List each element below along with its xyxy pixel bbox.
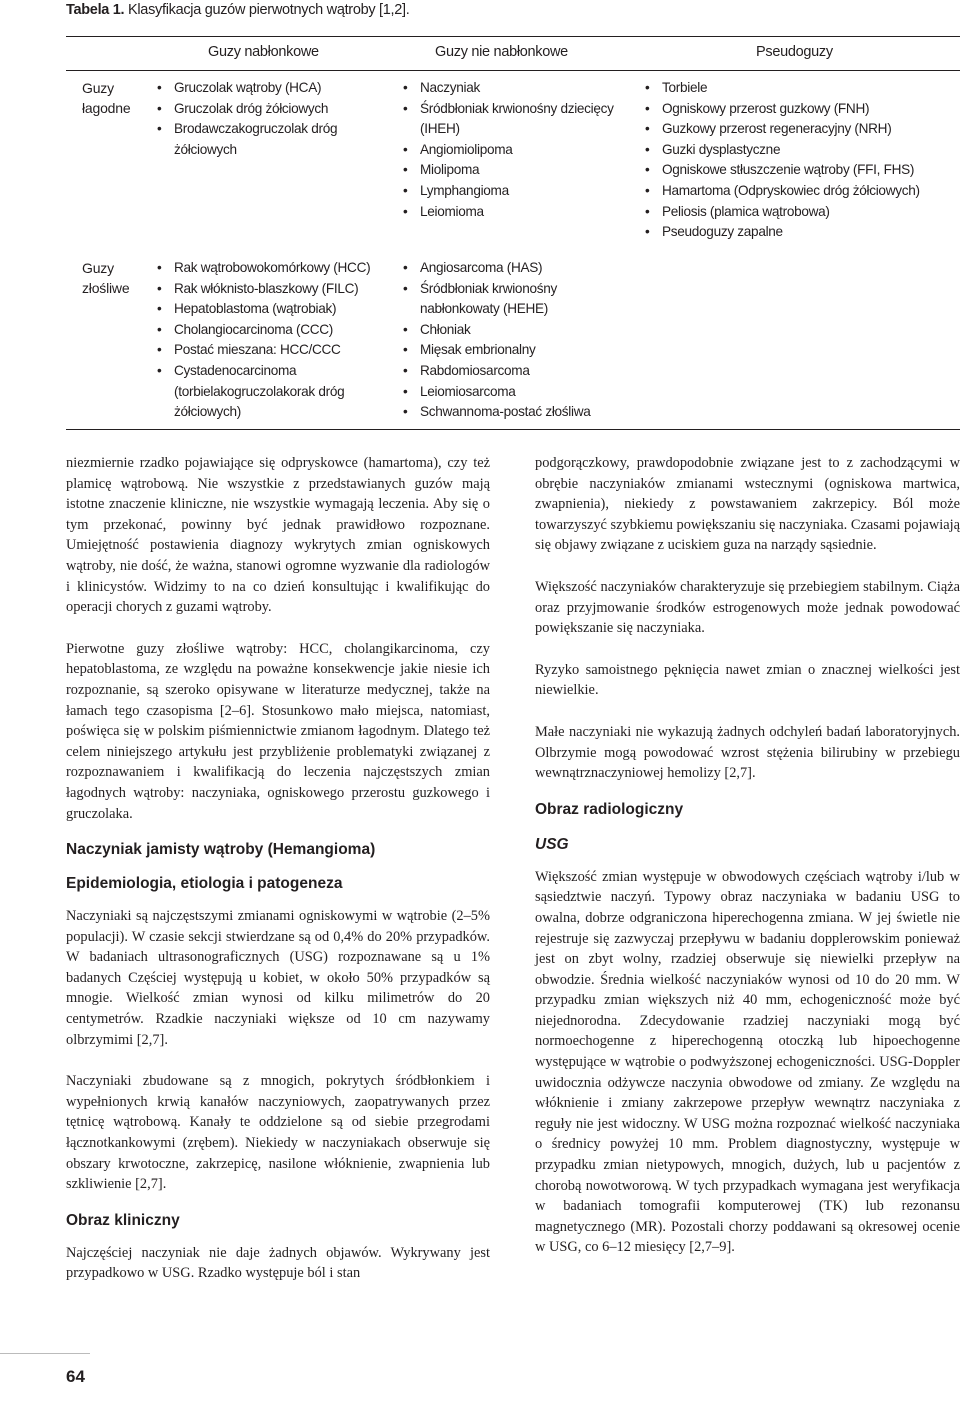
paragraph: Pierwotne guzy złośliwe wątroby: HCC, cholangikarcinoma, czy hepatoblastoma, ze względu na poważne konsekwencje jakie niesie ich rozpoznanie, są szeroko opisywane w literaturze medycznej, także na łamach tego czasopisma [2–6]. Stosunkowo mało miejsca, natomiast, poświęca się w polskim piśmiennictwie zmianom łagodnym. Dlatego też celem niniejszego artykułu jest przybliżenie problematyki związanej z rozpoznawaniem i kwalifikacją do leczenia najczęstszych zmian łagodnych wątroby: naczyniaka, ogniskowego przerostu guzkowego i gruczolaka. [66,640,490,822]
list-item: • Rabdomiosarcoma [403,362,530,378]
list-item: • Cholangiocarcinoma (CCC) [157,321,334,337]
cell-benign-epithelial [157,78,337,160]
list-item: • Postać mieszana: HCC/CCC [157,342,341,358]
classification-table [66,36,960,430]
list-item: • Guzki dysplastyczne [645,141,781,157]
list-item: • Naczyniak [403,80,481,95]
list-item: • Miolipoma [403,162,480,178]
list-item: • Chłoniak [403,321,471,337]
list-item: • Guzkowy przerost regeneracyjny (NRH) [645,121,892,137]
left-column [66,453,490,1284]
list-item-continuation: żółciowych [174,141,237,157]
row-label-benign: Guzy łagodne [82,80,131,116]
cell-malignant-non-epithelial [403,258,591,423]
list-item: • Śródbłoniak krwionośny [403,280,557,296]
caption-number: Tabela 1. [66,2,125,18]
list-item: • Ogniskowe stłuszczenie wątroby (FFI, FHS) [645,162,915,178]
list-item: • Cystadenocarcinoma [157,362,297,378]
list-item: • Hamartoma (Odpryskowiec dróg żółciowych) [645,182,920,198]
list-item: • Peliosis (plamica wątrobowa) [645,203,830,219]
subsection-title: USG [535,835,569,853]
subsection-title: Obraz kliniczny [66,1211,180,1229]
header-non-epithelial: Guzy nie nabłonkowe [435,44,568,60]
cell-malignant-epithelial [157,258,370,423]
list-item: • Torbiele [645,80,708,95]
paragraph: Naczyniaki zbudowane są z mnogich, pokrytych śródbłonkiem i wypełnionych krwią kanałów naczyniowych, zaopatrywanych przez tętnicę wątrobową. Kanały te oddzielone są od siebie przegrodami łącznotkankowymi (zrębem). Niekiedy w naczyniakach obserwuje się obszary krwotoczne, zakrzepicę, nasilone włóknienie, zwapnienia lub szkliwienie [2,7]. [66,1073,490,1193]
table-header-rule [66,70,960,71]
paragraph: Naczyniaki są najczęstszymi zmianami ogniskowymi w wątrobie (2–5% populacji). W czasie sekcji stwierdzane są od 0,4% do 20% przypadków. W badaniach ultrasonograficznych (USG) rozpoznawane są u 1% badanych Częściej występują u kobiet, w około 50% przypadków są mnogie. Wielkość zmian wynosi od kilku milimetrów do 20 centymetrów. Rzadkie naczyniaki większe od 10 cm nazywamy olbrzymimi [2,7]. [66,908,490,1048]
list-item: • Hepatoblastoma (wątrobiak) [157,301,337,317]
header-epithelial: Guzy nabłonkowe [208,44,319,60]
paragraph: podgorączkowy, prawdopodobnie związane jest to z zachodzącymi w obrębie naczyniaków zmianami wstecznymi (ogniskowa martwica, zwapnienia), niekiedy z powstawaniem zakrzepicy. Ból może towarzyszyć szybkiemu powiększaniu się naczyniaka. Czasami pojawiają się objawy związane z uciskiem guza na narządy sąsiednie. [535,455,960,554]
cell-benign-non-epithelial [403,78,614,222]
page-number-rule [0,1353,90,1354]
table-bottom-rule [66,429,960,430]
list-item: • Leiomioma [403,203,484,219]
cell-benign-pseudotumors [645,78,920,243]
section-title: Naczyniak jamisty wątroby (Hemangioma) [66,841,376,859]
table-top-rule [66,36,960,37]
list-item: • Ogniskowy przerost guzkowy (FNH) [645,100,870,116]
list-item: • Angiomiolipoma [403,141,513,157]
list-item: • Lymphangioma [403,182,509,198]
list-item: • Rak wątrobowokomórkowy (HCC) [157,260,371,275]
paragraph: Małe naczyniaki nie wykazują żadnych odchyleń badań laboratoryjnych. Olbrzymie mogą powodować wzrost stężenia bilirubiny w przebiegu wewnątrznaczyniowej hemolizy [2,7]. [535,723,960,782]
list-item: • Gruczolak dróg żółciowych [157,100,329,116]
subsection-title: Epidemiologia, etiologia i patogeneza [66,875,343,893]
list-item-continuation: (IHEH) [420,121,460,137]
paragraph: Najczęściej naczyniak nie daje żadnych objawów. Wykrywany jest przypadkowo w USG. Rzadko występuje ból i stan [66,1244,490,1282]
paragraph: Większość naczyniaków charakteryzuje się przebiegiem stabilnym. Ciąża oraz przyjmowanie środków estrogenowych może jednak powodować powiększanie się naczyniaka. [535,578,960,637]
row-label-malignant: Guzy złośliwe [82,260,130,296]
list-item: • Brodawczakogruczolak dróg [157,121,338,137]
list-item-continuation: żółciowych) [174,404,241,420]
list-item: • Pseudoguzy zapalne [645,224,783,240]
list-item-continuation: (torbielakogruczolakorak dróg [174,383,345,399]
header-pseudotumors: Pseudoguzy [756,44,833,60]
page-number: 64 [66,1367,85,1386]
list-item: • Leiomiosarcoma [403,383,516,399]
list-item: • Angiosarcoma (HAS) [403,260,543,275]
list-item-continuation: nabłonkowaty (HEHE) [420,301,549,317]
list-item: • Rak włóknisto-blaszkowy (FILC) [157,280,359,296]
paragraph: Ryzyko samoistnego pęknięcia nawet zmian o znacznej wielkości jest niewielkie. [535,661,960,699]
list-item: • Mięsak embrionalny [403,342,536,358]
right-column [535,453,960,1258]
list-item: • Gruczolak wątroby (HCA) [157,80,322,95]
list-item: • Schwannoma-postać złośliwa [403,404,591,420]
caption-text: Klasyfikacja guzów pierwotnych wątroby [1,2]. [128,2,410,18]
table-caption [66,2,410,18]
paragraph: Większość zmian występuje w obwodowych częściach wątroby i/lub w sąsiedztwie naczyń. Typowy obraz naczyniaka w badaniu USG to owalna, dobrze odgraniczona hiperechogenna zmiana. W jej świetle nie rejestruje się zazwyczaj przepływu w badaniu dopplerowskim ponieważ jest on zbyt wolny, rzadziej obserwuje się niewielki przepływ na obwodzie. Średnia wielkość naczyniaków wynosi od 10 do 20 mm. W przypadku zmian większych niż 40 mm, echogeniczność może być niejednorodna. Zdecydowanie rzadziej naczyniaki mogą być normoechogenne z hiperechogenną otoczką lub hipoechogenne występujące w wątrobie o podwyższonej echogeniczności. USG-Doppler uwidocznia odżywcze naczynia obwodowe od zmiany. Ze względu na włóknienie i zmiany zakrzepowe przepływ wewnątrz naczyniaka z reguły nie jest widoczny. W USG można rozpoznać wielkość naczyniaka o średnicy powyżej 10 mm. Problem diagnostyczny, występuje w przypadku zmian nietypowych, mnogich, dużych, lub u pacjentów z chorobą nowotworową. W tych przypadkach wymagana jest weryfikacja w badaniach tomografii komputerowej (TK) lub rezonansu magnetycznego (MR). Pozostali chorzy poddawani są okresowej ocenie w USG, co 6–12 miesięcy [2,7–9]. [535,868,960,1256]
subsection-title: Obraz radiologiczny [535,800,684,818]
paragraph: niezmiernie rzadko pojawiające się odpryskowce (hamartoma), czy też plamicę wątrobową. Nie wszystkie z przedstawianych guzów mają istotne znaczenie kliniczne, nie wszystkie wymagają leczenia. Aby się o tym przekonać, powinny być jednak prawidłowo rozpoznane. Umiejętność postawienia diagnozy wykrytych zmian ogniskowych wątroby, nie dość, że ważna, stanowi ogromne wyzwanie dla radiologów i klinicystów. Widzimy to na co dzień konsultując i kwalifikując do operacji chorych z guzami wątroby. [66,455,490,616]
list-item: • Śródbłoniak krwionośny dziecięcy [403,100,614,116]
